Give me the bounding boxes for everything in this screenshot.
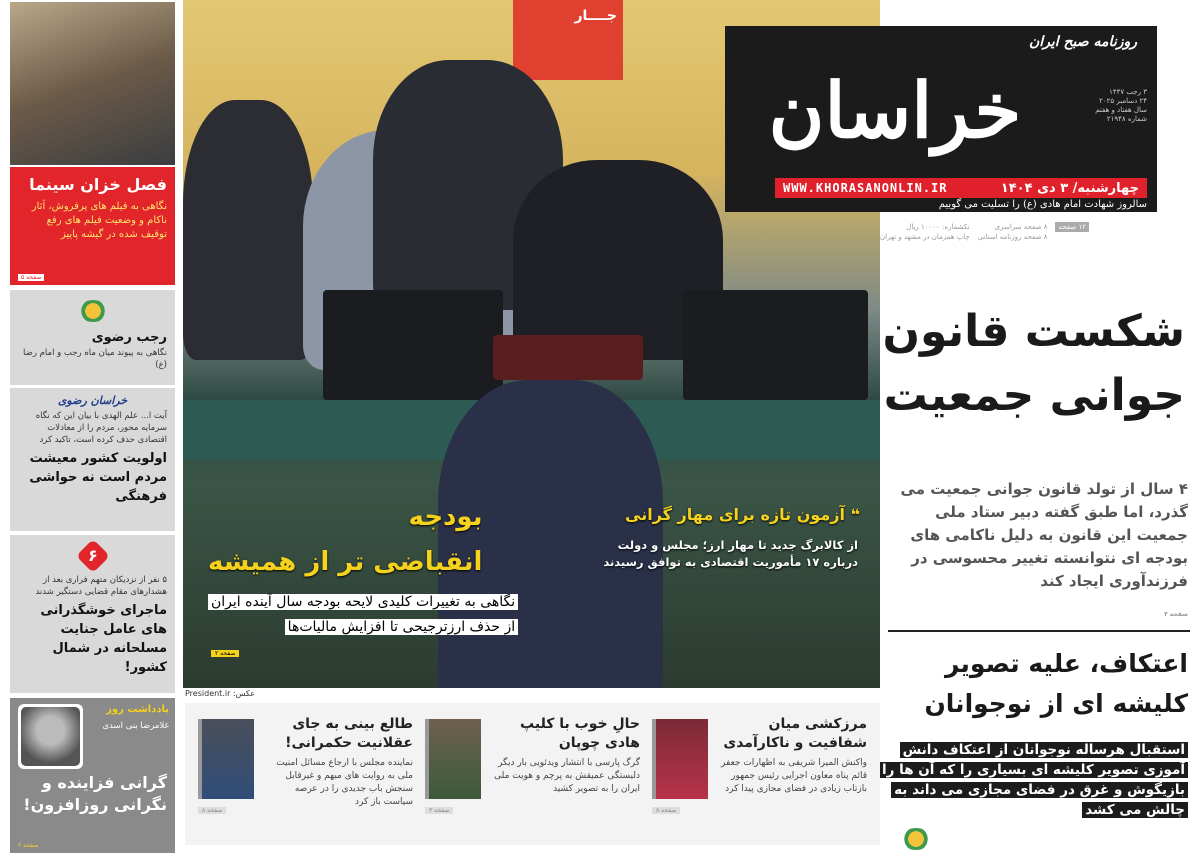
page-ref: صفحه ۸ [652,807,680,814]
website-link[interactable]: WWW.KHORASANONLIN.IR [783,181,948,195]
editorial-note[interactable] [10,698,175,853]
author-photo [18,704,83,769]
tagline: روزنامه صبح ایران [1028,34,1137,50]
cinema-photo [10,2,175,165]
cinema-teaser[interactable]: فصل خزان سینما نگاهی به فیلم های پرفروش، آثار ناکام و وضعیت فیلم های رفع توقیف شده در گیشه پاییز صفحه ۵ [10,167,175,285]
razavi-teaser[interactable]: خراسان رضوی آیت ا... علم الهدی با بیان این که نگاه سرمایه محور، مردم را از معادلات اقتصادی حذف کرده است، تاکید کرد اولویت کشور معیشت مردم است نه حواشی فرهنگی [10,388,175,531]
occasion-text: سالروز شهادت امام هادی (ع) را تسلیت می گوییم [938,199,1147,210]
photo-monitor [683,290,868,400]
rajab-teaser[interactable]: رجب رضوی نگاهی به پیوند میان ماه رجب و امام رضا (ع) [10,290,175,385]
teaser-item[interactable]: حالِ خوب با کلیپ هادی چوپان گرگ پارسی با انتشار ویدئویی بار دیگر دلبستگی عمیقش به پرچم و هویت ملی ایران را به تصویر کشید صفحه ۳ [420,709,645,841]
divider [888,630,1190,632]
page6-teaser[interactable]: ۶ ۵ نفر از نزدیکان متهم فراری بعد از هشدارهای مقام قضایی دستگیر شدند ماجرای خوشگذرانی های عامل جنایت مسلحانه در شمال کشور! [10,535,175,693]
issue-date: چهارشنبه/ ۳ دی ۱۴۰۴ [1000,180,1139,196]
teaser-photo [198,719,254,799]
teaser-photo [425,719,481,799]
page-ref: صفحه ۲ [211,650,239,657]
issue-meta: ۳ رجب ۱۴۴۷ ۲۴ دسامبر ۲۰۲۵ سال هفتاد و هفتم شماره ۲۱۹۴۸ [1095,88,1147,123]
page-ref: صفحه ۲ [18,842,39,849]
newspaper-logo: خراسان [768,66,1022,155]
photo-figure [183,100,313,360]
note-title: گرانی فزاینده و نگرانی روزافزون! [23,773,167,814]
page-ref: صفحه ۸ [198,807,226,814]
photo-credit: عکس: President.ir [185,689,256,698]
teaser-photo [652,719,708,799]
section-logo-icon [77,300,109,322]
page6-badge-icon: ۶ [76,539,110,573]
main-headline[interactable]: شکست قانون جوانی جمعیت [882,306,1185,421]
main-lead: ۴ سال از تولد قانون جوانی جمعیت می گذرد، اما طبق گفته دبیر ستاد ملی جمعیت این قانون به دلیل ناکامی های بودجه ای نتوانسته تغییر محسوسی در فرزندآوری ایجاد کند صفحه ۴ [900,480,1188,618]
section-logo-icon [900,828,932,850]
page-ref: صفحه ۳ [425,807,453,814]
flag-text: جــــار [574,8,617,24]
second-headline[interactable]: اعتکاف، علیه تصویر کلیشه ای از نوجوانان [924,649,1188,718]
note-label: یادداشت روز [106,704,169,715]
masthead [725,26,1157,212]
teaser-item[interactable]: مرزکشی میان شفافیت و ناکارآمدی واکنش المیرا شریفی به اظهارات جعفر قائم پناه معاون اجرایی رئیس جمهور بازتاب زیادی در فضای مجازی پیدا کرد صفحه ۸ [647,709,872,841]
bottom-teasers [185,703,880,845]
date-strip [775,178,1147,198]
budget-headline: بودجه انقباضی تر از همیشه [208,502,483,577]
second-highlight: استقبال هرساله نوجوانان از اعتکاف دانش آموزی تصویر کلیشه ای بسیاری را که آن ها را بازیگوش و غرق در فضای مجازی می داند به چالش می کشد [868,740,1188,820]
budget-sub: نگاهی به تغییرات کلیدی لایحه بودجه سال آینده ایران از حذف ارزترجیحی تا افزایش مالیات‌ها [208,590,518,640]
razavi-logo: خراسان رضوی [57,394,128,407]
quote-title: ❝ آزمون تازه برای مهار گرانی [625,505,860,524]
teaser-item[interactable]: طالع بینی به جای عقلانیت حکمرانی! نماینده مجلس با ارجاع مسائل امنیت ملی به روایت های مبهم و غیرقابل سنجش باب جدیدی را در عرصه سیاست باز کرد صفحه ۸ [193,709,418,841]
quote-text: از کالابرگ جدید تا مهار ارز؛ مجلس و دولت درباره ۱۷ مأموریت اقتصادی به توافق رسیدند [603,538,858,569]
photo-monitor [323,290,503,400]
photo-budget-box [493,335,643,380]
note-author: غلامرضا بنی اسدی [102,721,169,731]
issue-info: ۱۲ صفحه ۸ صفحه سراسری ۸ صفحه روزنامه استانی تکشماره: ۱۰۰۰۰ ریال چاپ همزمان در مشهد و تهران [880,222,1089,242]
page-count-badge: ۱۲ صفحه [1055,222,1089,232]
flag [513,0,623,80]
